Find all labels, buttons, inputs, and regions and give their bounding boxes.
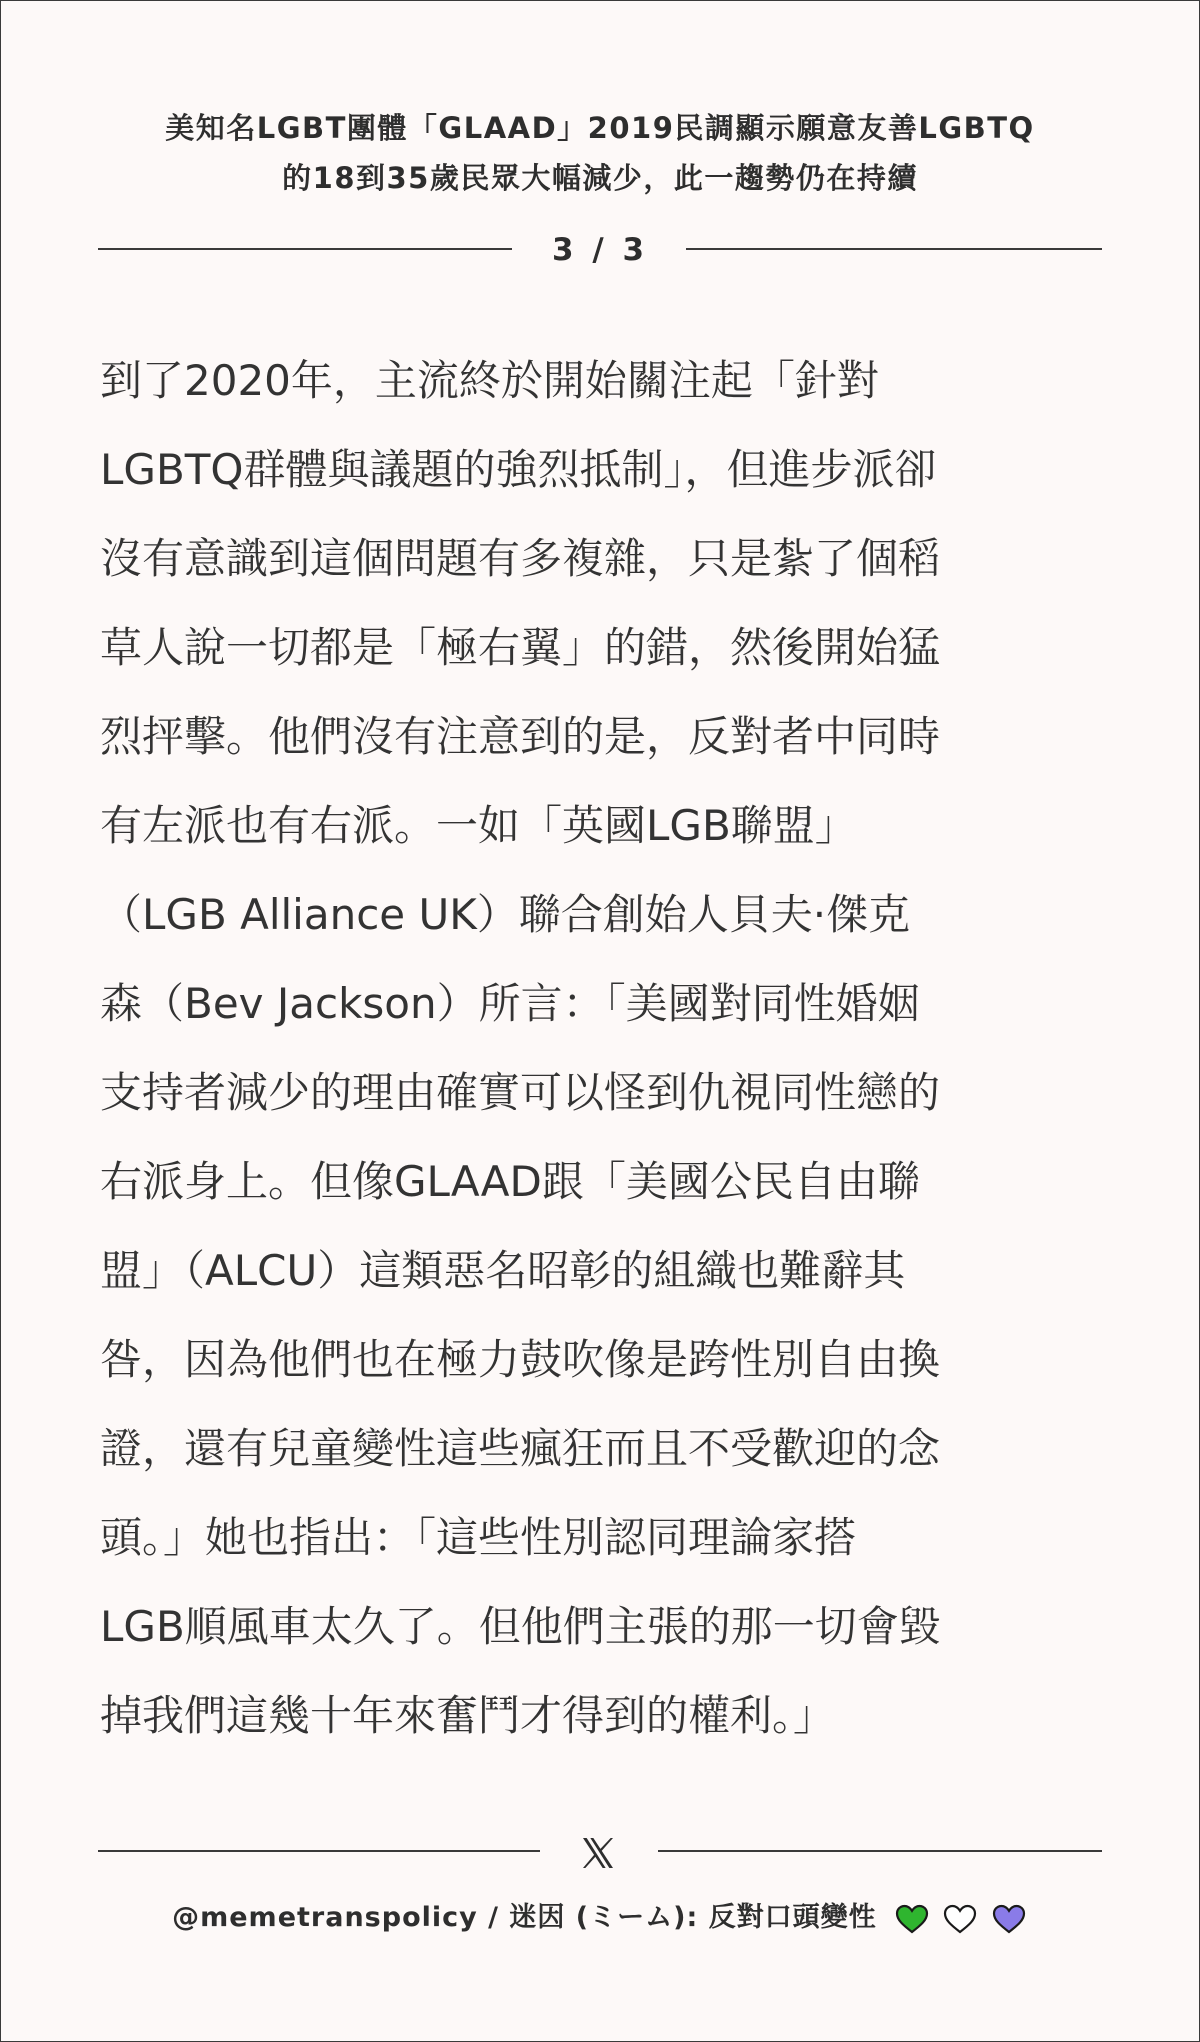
- page-indicator: 3 / 3: [551, 232, 649, 268]
- body-line: 盟」（ALCU）這類惡名昭彰的組織也難辭其: [100, 1246, 906, 1295]
- footer-handle: @memetranspolicy / 迷因 (ミーム): 反對口頭變性: [172, 1902, 877, 1933]
- body-line: LGBTQ群體與議題的強烈抵制」，但進步派卻: [100, 445, 937, 494]
- white-heart-icon: [943, 1904, 977, 1934]
- body-line: LGB順風車太久了。但他們主張的那一切會毀: [100, 1602, 941, 1651]
- footer-divider-right: [658, 1850, 1102, 1852]
- body-line: 草人說一切都是「極右翼」的錯，然後開始猛: [100, 623, 941, 672]
- article-body: [100, 336, 1100, 1760]
- body-line: 掉我們這幾十年來奮鬥才得到的權利。」: [100, 1691, 836, 1740]
- body-line: 頭。」她也指出：「這些性別認同理論家搭: [100, 1513, 857, 1562]
- x-logo-icon[interactable]: [578, 1833, 618, 1873]
- title-line-2: 的18到35歲民眾大幅減少，此一趨勢仍在持續: [282, 161, 918, 195]
- body-line: 有左派也有右派。一如「英國LGB聯盟」: [100, 801, 857, 850]
- body-line: 右派身上。但像GLAAD跟「美國公民自由聯: [100, 1157, 920, 1206]
- body-line: 烈抨擊。他們沒有注意到的是，反對者中同時: [100, 712, 941, 761]
- divider-right: [686, 248, 1102, 250]
- body-line: （LGB Alliance UK）聯合創始人貝夫·傑克: [100, 890, 911, 939]
- title-line-1: 美知名LGBT團體「GLAAD」2019民調顯示願意友善LGBTQ: [165, 111, 1035, 145]
- body-line: 證，還有兒童變性這些瘋狂而且不受歡迎的念: [100, 1424, 941, 1473]
- heart-group: [893, 1898, 1028, 1940]
- body-line: 咎，因為他們也在極力鼓吹像是跨性別自由換: [100, 1335, 941, 1384]
- body-line: 到了2020年，主流終於開始關注起「針對: [100, 356, 879, 405]
- body-line: 支持者減少的理由確實可以怪到仇視同性戀的: [100, 1068, 941, 1117]
- footer-divider-left: [98, 1850, 540, 1852]
- body-line: 森（Bev Jackson）所言：「美國對同性婚姻: [100, 979, 920, 1028]
- footer-credit: [60, 1897, 1140, 1940]
- green-heart-icon: [895, 1904, 929, 1934]
- page-title: [60, 103, 1140, 203]
- divider-left: [98, 248, 512, 250]
- body-line: 沒有意識到這個問題有多複雜，只是紮了個稻: [100, 534, 941, 583]
- purple-heart-icon: [992, 1904, 1026, 1934]
